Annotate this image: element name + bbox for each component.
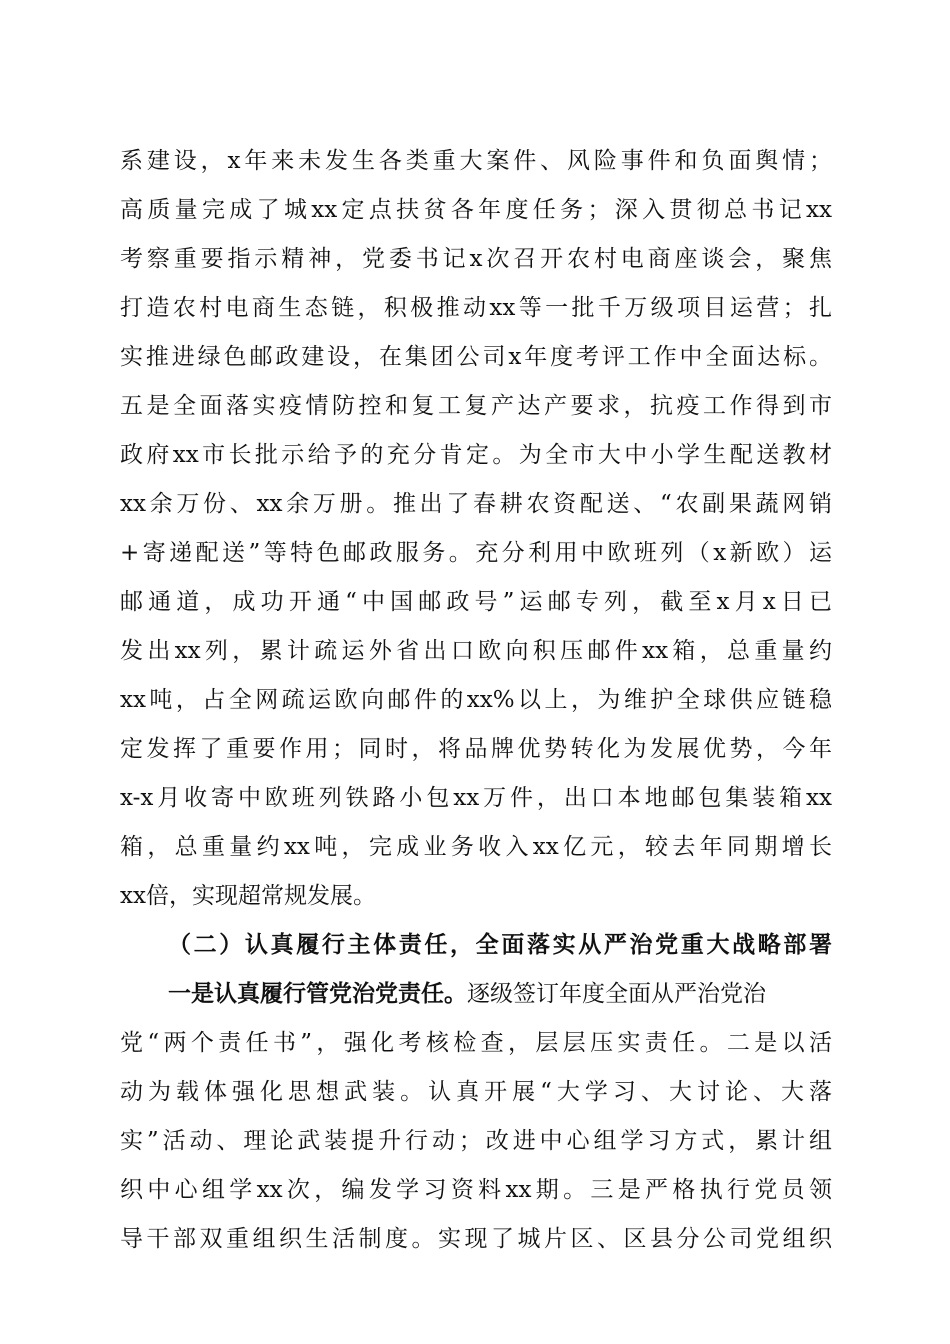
para2-line-4: 实”活动、理论武装提升行动；改进中心组学习方式，累计组 bbox=[120, 1128, 832, 1154]
body-line-15: 箱，总重量约xx吨，完成业务收入xx亿元，较去年同期增长 bbox=[120, 834, 832, 860]
para2-line-5: 织中心组学xx次，编发学习资料xx期。三是严格执行党员领 bbox=[120, 1177, 832, 1203]
body-line-1: 系建设，x年来未发生各类重大案件、风险事件和负面舆情； bbox=[120, 148, 832, 174]
body-line-14: x-x月收寄中欧班列铁路小包xx万件，出口本地邮包集装箱xx bbox=[120, 785, 832, 811]
body-line-12: xx吨，占全网疏运欧向邮件的xx%以上，为维护全球供应链稳 bbox=[120, 687, 832, 713]
body-line-3: 考察重要指示精神，党委书记x次召开农村电商座谈会，聚焦 bbox=[120, 246, 832, 272]
body-line-8: xx余万份、xx余万册。推出了春耕农资配送、“农副果蔬网销 bbox=[120, 491, 832, 517]
para2-line-2: 党“两个责任书”，强化考核检查，层层压实责任。二是以活 bbox=[120, 1030, 832, 1056]
body-line-11: 发出xx列，累计疏运外省出口欧向积压邮件xx箱，总重量约 bbox=[120, 638, 832, 664]
body-line-13: 定发挥了重要作用；同时，将品牌优势转化为发展优势，今年 bbox=[120, 736, 832, 762]
body-line-6: 五是全面落实疫情防控和复工复产达产要求，抗疫工作得到市 bbox=[120, 393, 832, 419]
para2-line-3: 动为载体强化思想武装。认真开展“大学习、大讨论、大落 bbox=[120, 1079, 832, 1105]
body-line-16: xx倍，实现超常规发展。 bbox=[120, 883, 376, 909]
section-heading: （二）认真履行主体责任，全面落实从严治党重大战略部署 bbox=[168, 931, 832, 958]
body-line-4: 打造农村电商生态链，积极推动xx等一批千万级项目运营；扎 bbox=[120, 295, 832, 321]
body-line-5: 实推进绿色邮政建设，在集团公司x年度考评工作中全面达标。 bbox=[120, 344, 832, 370]
para2-line-6: 导干部双重组织生活制度。实现了城片区、区县分公司党组织 bbox=[120, 1226, 832, 1252]
para2-lead: 一是认真履行管党治党责任。 bbox=[168, 980, 467, 1007]
para2-first-line bbox=[168, 974, 832, 1014]
para2-first-rest: 逐级签订年度全面从严治党治 bbox=[467, 981, 766, 1007]
body-line-7: 政府xx市长批示给予的充分肯定。为全市大中小学生配送教材 bbox=[120, 442, 832, 468]
body-line-2: 高质量完成了城xx定点扶贫各年度任务；深入贯彻总书记xx bbox=[120, 197, 832, 223]
body-line-9: +寄递配送”等特色邮政服务。充分利用中欧班列（x新欧）运 bbox=[120, 540, 832, 566]
body-line-10: 邮通道，成功开通“中国邮政号”运邮专列，截至x月x日已 bbox=[120, 589, 832, 615]
